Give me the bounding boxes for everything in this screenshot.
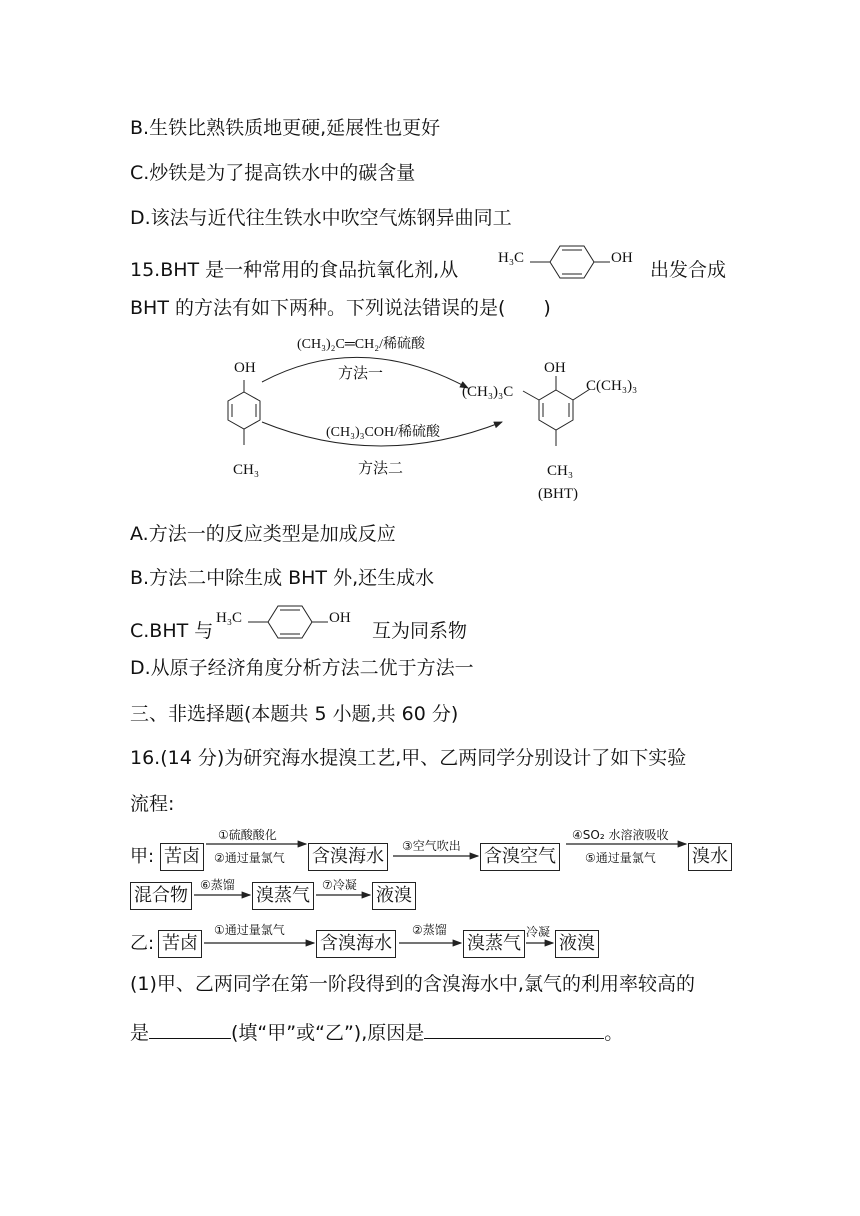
jia-label: 甲:: [130, 846, 155, 867]
q16-stem-line2: 流程:: [130, 793, 175, 815]
q15-option-c-pre: C.BHT 与: [130, 620, 214, 642]
jia-box-air: 含溴空气: [480, 843, 560, 871]
q16-sub1-pre: 是: [130, 1022, 150, 1044]
q16-sub1-line2: [130, 1020, 623, 1045]
product-left-group: (CH₃)₃C: [462, 384, 514, 400]
q15-option-d: D.从原子经济角度分析方法二优于方法一: [130, 657, 474, 679]
jia-arrow4-top: ⑥蒸馏: [200, 878, 235, 892]
jia-box-mixture: 混合物: [130, 882, 192, 910]
yi-box-brine: 含溴海水: [316, 930, 396, 958]
product-right-group: C(CH₃)₃: [586, 378, 638, 394]
jia-arrow3-top: ④SO₂ 水溶液吸收: [572, 828, 669, 842]
q15-stem-part1: 15.BHT 是一种常用的食品抗氧化剂,从: [130, 259, 459, 281]
p-cresol-structure-2: H₃C OH: [216, 600, 366, 644]
yi-arrow1-top: ①通过量氯气: [214, 923, 285, 937]
yi-box-vapor: 溴蒸气: [463, 930, 525, 958]
jia-arrow1-bottom: ②通过量氯气: [214, 851, 285, 865]
option-d-prev: D.该法与近代往生铁水中吹空气炼钢异曲同工: [130, 207, 512, 229]
yi-arrow2-top: ②蒸馏: [412, 923, 447, 937]
jia-arrow1-top: ①硫酸酸化: [218, 828, 277, 842]
product-ch3: CH₃: [547, 463, 574, 479]
option-b-prev: B.生铁比熟铁质地更硬,延展性也更好: [130, 117, 441, 139]
q16-sub1-end: 。: [604, 1022, 624, 1044]
option-c-prev: C.炒铁是为了提高铁水中的碳含量: [130, 162, 416, 184]
jia-box-brine: 含溴海水: [308, 843, 388, 871]
yi-box-kulu: 苦卤: [158, 930, 202, 958]
yi-arrow3-top: 冷凝: [526, 925, 551, 939]
reactant-oh: OH: [234, 360, 256, 376]
q16-sub1-line1: (1)甲、乙两同学在第一阶段得到的含溴海水中,氯气的利用率较高的: [130, 973, 695, 995]
jia-box-liquid-bromine: 液溴: [372, 882, 416, 910]
jia-box-kulu: 苦卤: [160, 843, 204, 871]
q15-stem-part2: 出发合成: [650, 259, 727, 281]
method2-label: 方法二: [358, 459, 404, 477]
q16-sub1-mid: (填“甲”或“乙”),原因是: [231, 1022, 425, 1044]
q15-option-b: B.方法二中除生成 BHT 外,还生成水: [130, 567, 435, 589]
section-heading: 三、非选择题(本题共 5 小题,共 60 分): [130, 703, 459, 725]
yi-label: 乙:: [130, 933, 155, 954]
reactant-ch3: CH₃: [233, 462, 260, 478]
jia-arrow3-bottom: ⑤通过量氯气: [585, 851, 656, 865]
yi-box-liquid-bromine: 液溴: [555, 930, 599, 958]
jia-arrow5-top: ⑦冷凝: [322, 878, 357, 892]
q16-stem-line1: 16.(14 分)为研究海水提溴工艺,甲、乙两同学分别设计了如下实验: [130, 747, 687, 769]
jia-arrow2-top: ③空气吹出: [402, 839, 461, 853]
jia-box-vapor: 溴蒸气: [252, 882, 314, 910]
jia-box-bromine-water: 溴水: [688, 843, 732, 871]
q15-option-a: A.方法一的反应类型是加成反应: [130, 523, 396, 545]
answer-blank-2[interactable]: [424, 1020, 604, 1039]
method1-label: 方法一: [338, 364, 384, 382]
method2-reagent: (CH₃)₃COH/稀硫酸: [326, 425, 440, 440]
p-cresol-structure-1: H₃C OH: [498, 240, 648, 284]
q15-stem-line2: BHT 的方法有如下两种。下列说法错误的是( ): [130, 297, 551, 319]
answer-blank-1[interactable]: [149, 1020, 231, 1039]
product-name: (BHT): [538, 486, 578, 502]
product-oh: OH: [544, 360, 566, 376]
q15-option-c-post: 互为同系物: [372, 620, 468, 642]
method1-reagent: (CH₃)₂C═CH₂/稀硫酸: [297, 337, 426, 352]
